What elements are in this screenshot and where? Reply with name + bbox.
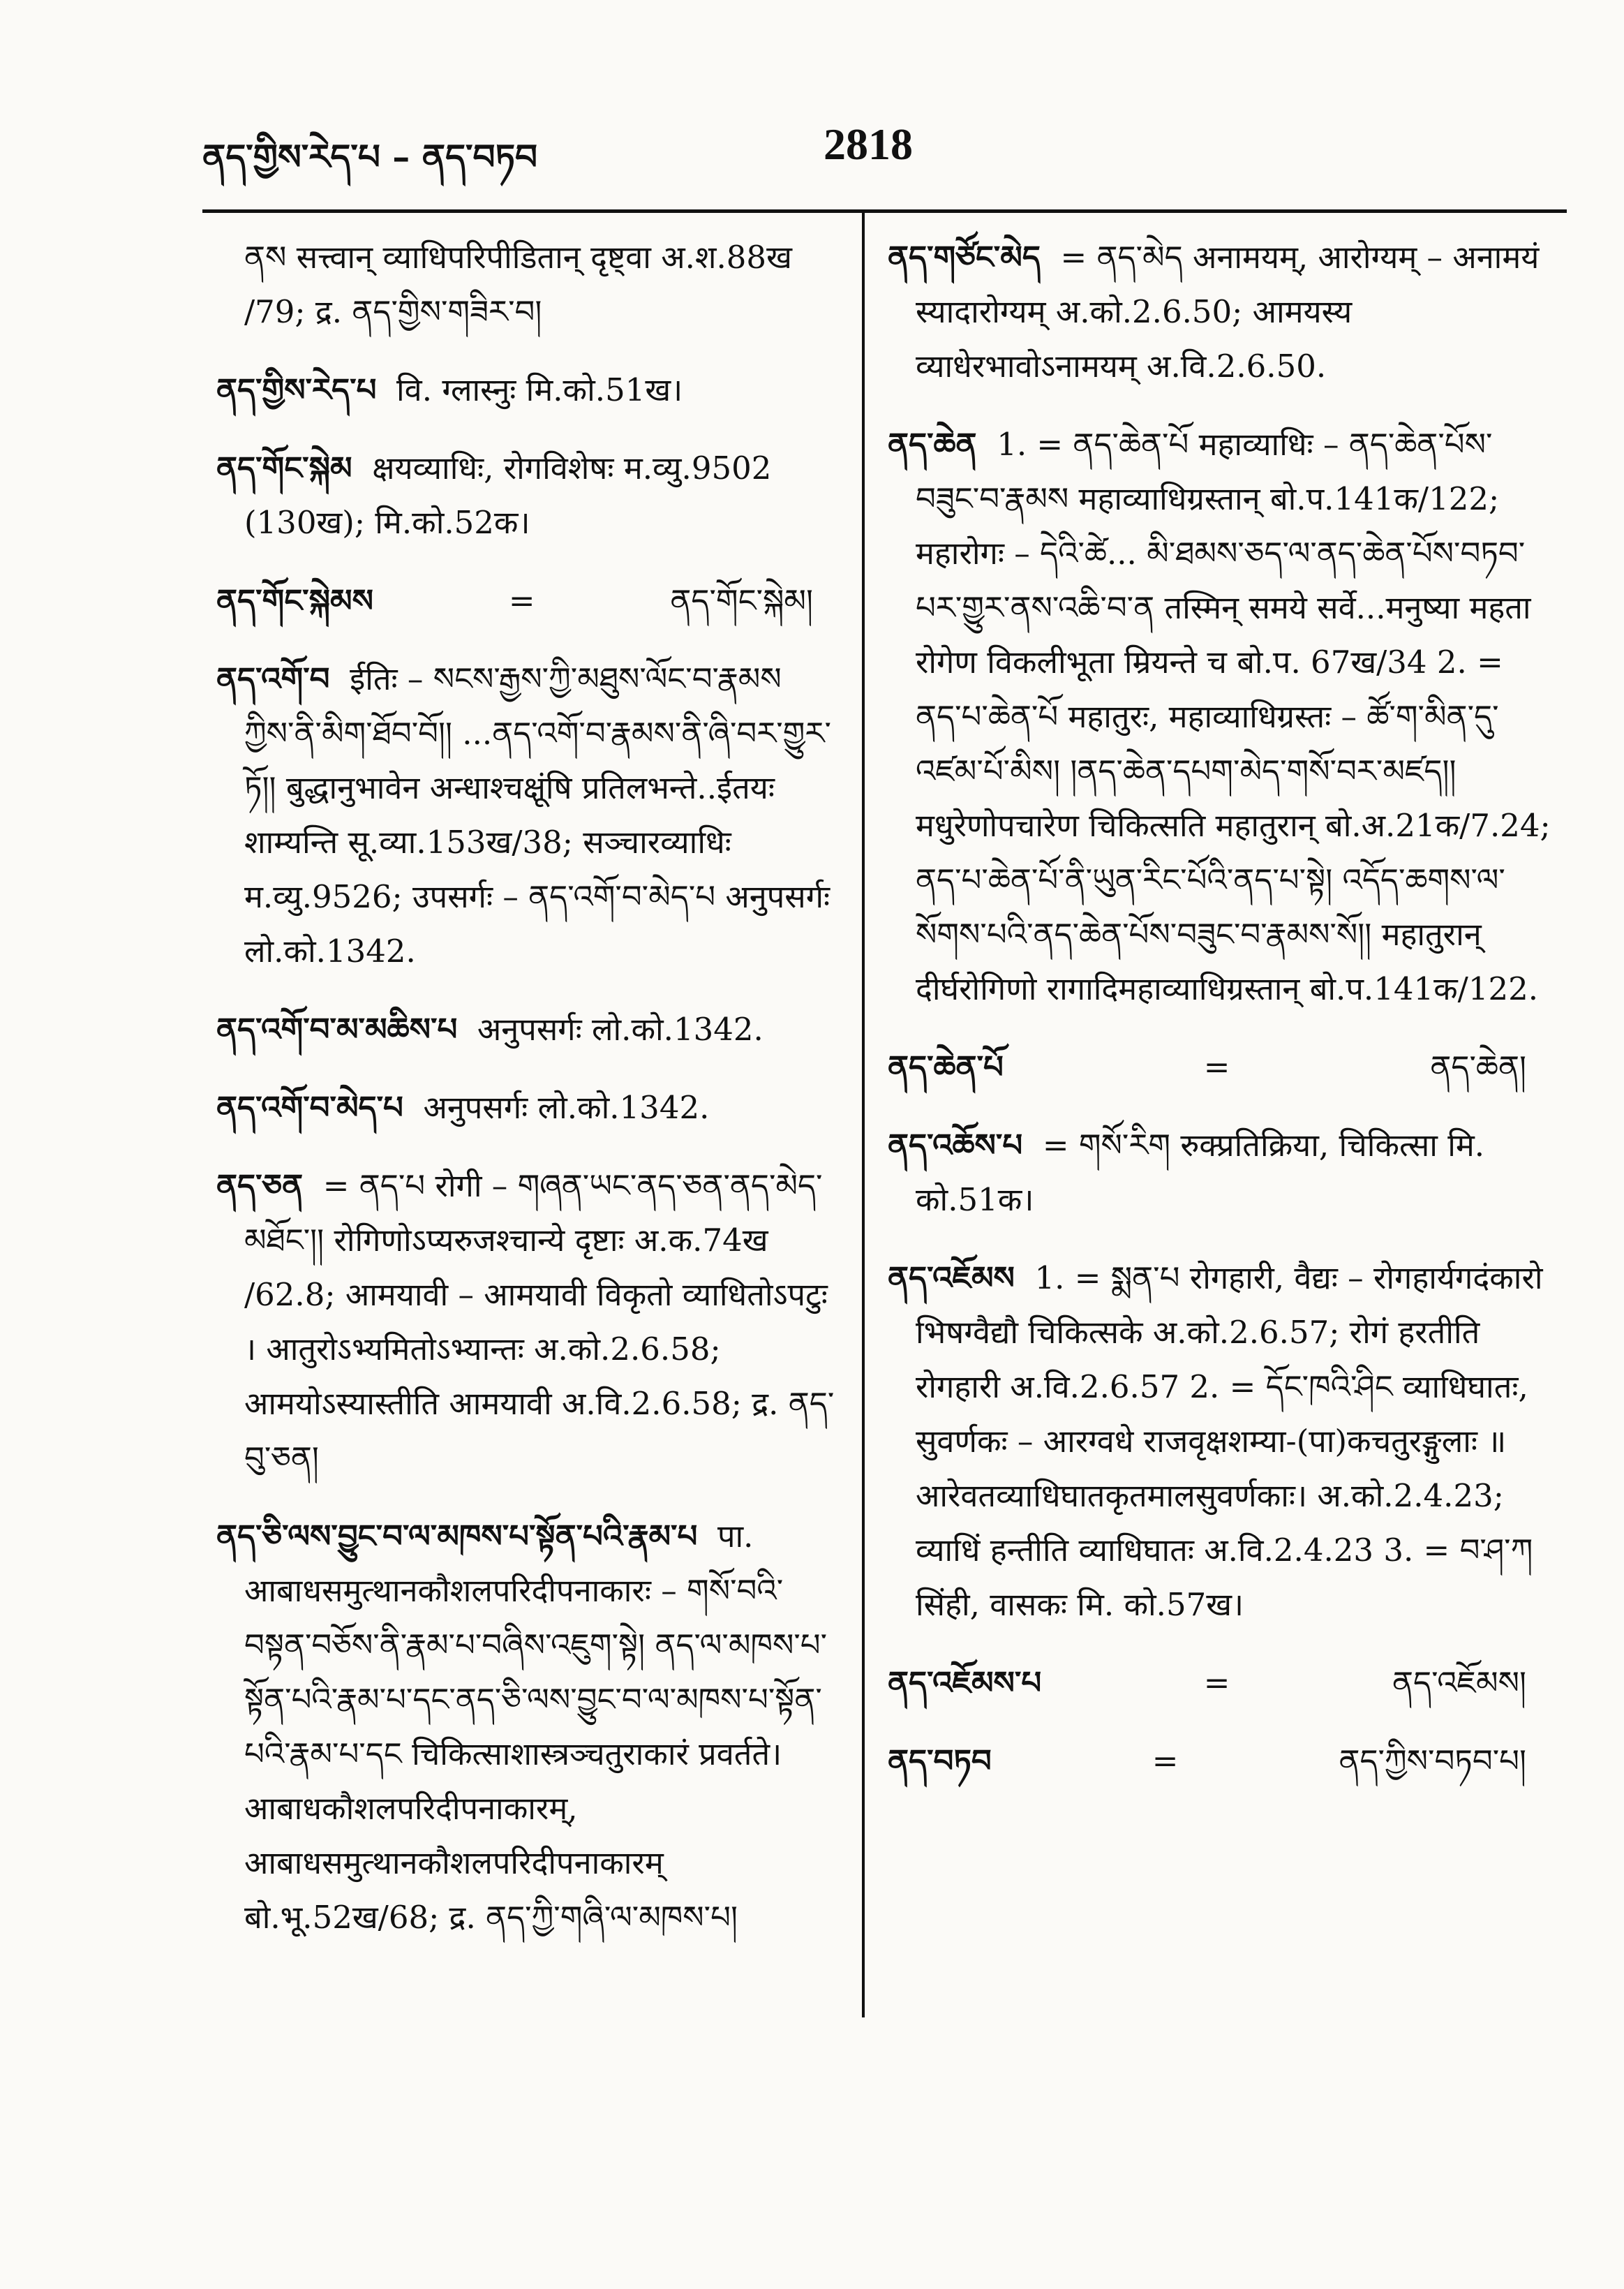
dictionary-entry: [888, 230, 1554, 394]
dictionary-entry: [216, 363, 841, 417]
header-rule: [202, 209, 1567, 213]
entry-text: वि. ग्लास्नुः मि.को.51ख।: [396, 371, 683, 408]
cross-reference-entry: [888, 1734, 1554, 1788]
running-head: ནད་གྱིས་རེད་པ – ནད་བཏབ: [202, 136, 538, 177]
cross-reference-target: ནད་ཀྱིས་བཏབ་པ།: [1339, 1742, 1526, 1779]
page-number: 2818: [824, 119, 913, 169]
entry-text: = གསོ་རིག रुक्प्रतिक्रिया, चिकित्सा मि. को.51क।: [916, 1127, 1485, 1218]
entry-headword: ནད་འཇོམས་པ: [888, 1664, 1042, 1701]
entry-headword: ནད་གོང་སྐེམས: [216, 582, 373, 619]
entry-headword: ནད་འགོ་བ་མེད་པ: [216, 1089, 403, 1126]
dictionary-entry: [888, 1251, 1554, 1632]
entry-headword: ནད་འཇོམས: [888, 1259, 1015, 1296]
entry-headword: ནད་གོང་སྐེམ: [216, 450, 352, 487]
entry-text: = ནད་མེད अनामयम्, आरोग्यम् – अनामयं स्यादारोग्यम् अ.को.2.6.50; आमयस्य व्याधेरभावोऽनामयम् अ.वि.2.6.50.: [916, 239, 1540, 385]
right-column: [888, 230, 1554, 1812]
entry-text: ईतिः – སངས་རྒྱས་ཀྱི་མཐུས་ལོང་བ་རྣམས ཀྱིས་ནི་མིག་ཐོབ་བོ།། ...ནད་འགོ་བ་རྣམས་ནི་ཞི་བར་གྱུར་ཏོ།། बुद्धानुभावेन अन्धाश्चक्षूंषि प्रतिलभन्ते..ईतयः शाम्यन्ति सू.व्या.153ख/38; सञ्चारव्याधिः म.व्यु.9526; उपसर्गः – ནད་འགོ་བ་མེད་པ अनुपसर्गः लो.को.1342.: [244, 660, 831, 970]
cross-reference-target: ནད་ཆེན།: [1430, 1049, 1526, 1086]
entry-continuation: [216, 230, 841, 339]
dictionary-entry: [216, 1002, 841, 1057]
cross-reference-target: ནད་འཇོམས།: [1392, 1664, 1526, 1701]
page-header: [202, 105, 1535, 182]
dictionary-entry: [216, 1081, 841, 1135]
entry-headword: ནད་འགོ་བ: [216, 660, 330, 697]
equals-sign: =: [1152, 1742, 1179, 1779]
entry-headword: ནད་བཏབ: [888, 1742, 992, 1779]
entry-text: अनुपसर्गः लो.को.1342.: [423, 1089, 710, 1126]
dictionary-entry: [216, 441, 841, 550]
entry-headword: ནད་འཆོས་པ: [888, 1127, 1023, 1164]
dictionary-entry: [216, 1509, 841, 1945]
entry-text: ནས सत्त्वान् व्याधिपरिपीडितान् दृष्ट्वा अ.श.88ख /79; द्र. ནད་གྱིས་གཟིར་བ།: [244, 239, 792, 330]
column-divider: [862, 213, 865, 2017]
dictionary-entry: [888, 417, 1554, 1016]
entry-headword: ནད་ཆེན་པོ: [888, 1049, 1004, 1086]
entry-headword: ནད་ཆེན: [888, 426, 977, 463]
equals-sign: =: [1203, 1049, 1230, 1086]
entry-text: अनुपसर्गः लो.को.1342.: [477, 1011, 763, 1048]
equals-sign: =: [508, 582, 535, 619]
dictionary-entry: [216, 652, 841, 979]
cross-reference-entry: [888, 1040, 1554, 1095]
entry-headword: ནད་ཅན: [216, 1167, 304, 1204]
entry-headword: ནད་གཙོང་མེད: [888, 239, 1041, 276]
entry-text: क्षयव्याधिः, रोगविशेषः म.व्यु.9502 (130ख); मि.को.52क।: [244, 450, 772, 541]
entry-headword: ནད་གྱིས་རེད་པ: [216, 371, 377, 408]
left-column: [216, 230, 841, 1969]
entry-text: = ནད་པ रोगी – གཞན་ཡང་ནད་ཅན་ནད་མེད་མཐོང་།། रोगिणोऽप्यरुजश्चान्ये दृष्टाः अ.क.74ख /62.8; आमयावी – आमयावी विकृतो व्याधितोऽपटुः । आतुरोऽभ्यमितोऽभ्यान्तः अ.को.2.6.58; आमयोऽस्यास्तीति आमयावी अ.वि.2.6.58; द्र. ནད་བུ་ཅན།: [244, 1167, 835, 1476]
entry-text: पा. आबाधसमुत्थानकौशलपरिदीपनाकारः – གསོ་བའི་བསྟན་བཅོས་ནི་རྣམ་པ་བཞིས་འཇུག་སྟེ། ནད་ལ་མཁས་པ་སྟོན་པའི་རྣམ་པ་དང་ནད་ཅི་ལས་བྱུང་བ་ལ་མཁས་པ་སྟོན་པའི་རྣམ་པ་དང चिकित्साशास्त्रञ्चतुराकारं प्रवर्तते। आबाधकौशलपरिदीपनाकारम्, आबाधसमुत्थानकौशलपरिदीपनाकारम् बो.भू.52ख/68; द्र. ནད་ཀྱི་གཞི་ལ་མཁས་པ།: [244, 1518, 828, 1936]
dictionary-entry: [888, 1118, 1554, 1227]
entry-headword: ནད་ཅི་ལས་བྱུང་བ་ལ་མཁས་པ་སྟོན་པའི་རྣམ་པ: [216, 1518, 698, 1555]
cross-reference-entry: [216, 574, 841, 628]
cross-reference-entry: [888, 1656, 1554, 1710]
dictionary-entry: [216, 1159, 841, 1486]
entry-text: 1. = ནད་ཆེན་པོ महाव्याधिः – ནད་ཆེན་པོས་བཟུང་བ་རྣམས महाव्याधिग्रस्तान् बो.प.141क/122; महारोगः – དེའི་ཚེ... མི་ཐམས་ཅད་ལ་ནད་ཆེན་པོས་བཏབ་པར་གྱུར་ནས་འཆི་བ་ན तस्मिन् समये सर्वे...मनुष्या महता रोगेण विकलीभूता म्रियन्ते च बो.प. 67ख/34 2. = ནད་པ་ཆེན་པོ महातुरः, महाव्याधिग्रस्तः – ཚོ་ག་མིན་དུ་འཛམ་པོ་མིས། །ནད་ཆེན་དཔག་མེད་གསོ་བར་མཛད།། मधुरेणोपचारेण चिकित्सति महातुरान् बो.अ.21क/7.24; ནད་པ་ཆེན་པོ་ནི་ཡུན་རིང་པོའི་ནད་པ་སྟེ། འདོད་ཆགས་ལ་སོགས་པའི་ནད་ཆེན་པོས་བཟུང་བ་རྣམས་སོ།། महातुरान् दीर्घरोगिणो रागादिमहाव्याधिग्रस्तान् बो.प.141क/122.: [916, 426, 1551, 1007]
cross-reference-target: ནད་གོང་སྐེམ།: [670, 582, 813, 619]
equals-sign: =: [1203, 1664, 1230, 1701]
entry-text: 1. = སྨན་པ रोगहारी, वैद्यः – रोगहार्यगदंकारो भिषग्वैद्यौ चिकित्सके अ.को.2.6.57; रोगं हरतीति रोगहारी अ.वि.2.6.57 2. = དོང་ཁའི་ཤིང व्याधिघातः, सुवर्णकः – आरग्वधे राजवृक्षशम्या-(पा)कचतुरङ्गुलाः ॥ आरेवतव्याधिघातकृतमालसुवर्णकाः। अ.को.2.4.23; व्याधिं हन्तीति व्याधिघातः अ.वि.2.4.23 3. = བ་ཤ་ཀ सिंही, वासकः मि. को.57ख।: [916, 1259, 1543, 1623]
entry-headword: ནད་འགོ་བ་མ་མཆིས་པ: [216, 1011, 458, 1048]
